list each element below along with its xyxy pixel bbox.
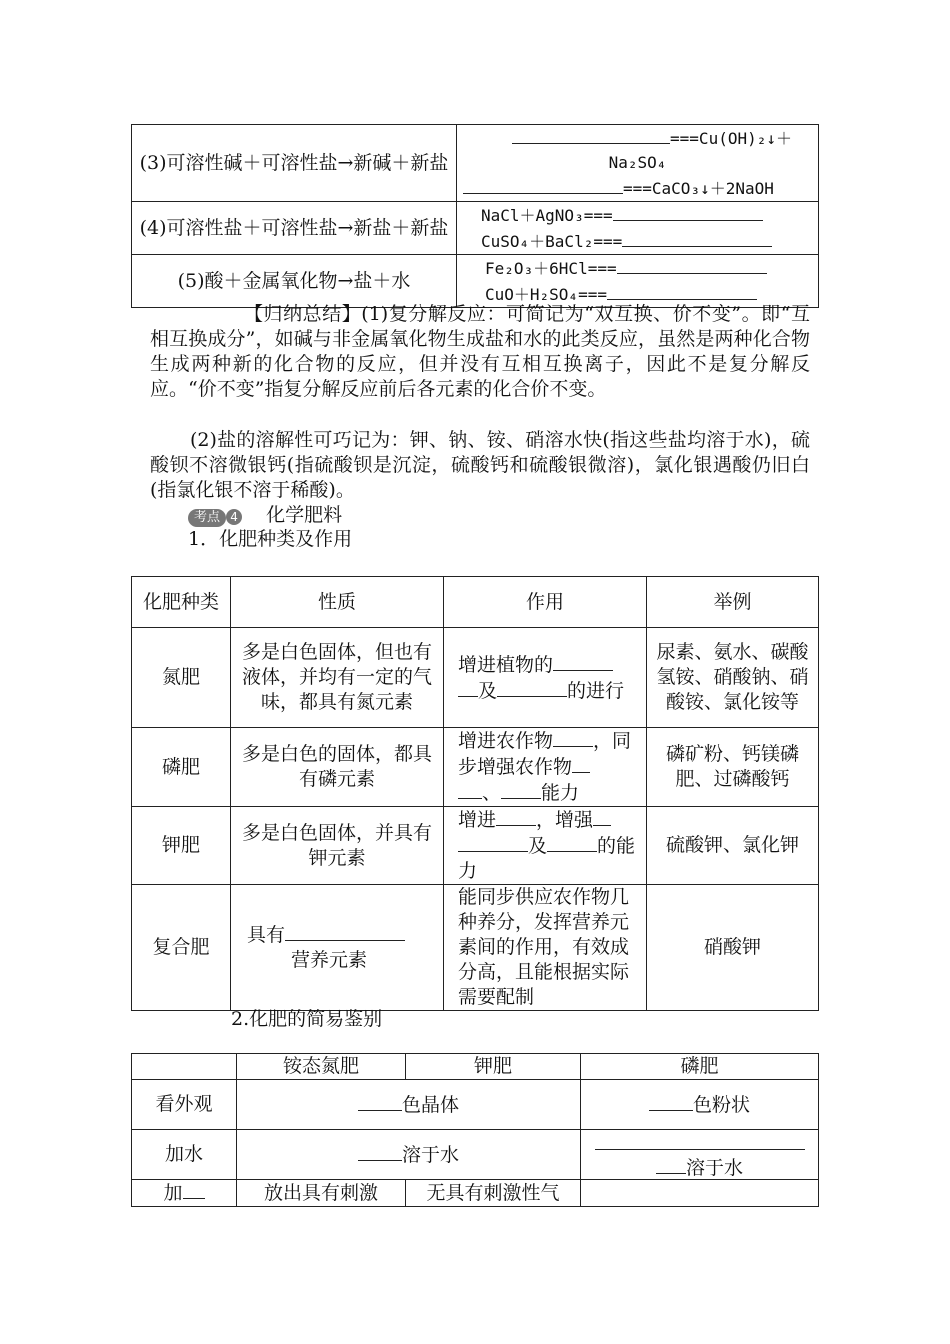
row-potash-example: 硫酸钾、氯化钾 [647, 807, 819, 885]
id-row-add-c1: 放出具有刺激 [237, 1180, 406, 1207]
row-phosphate-use: 增进农作物 ，同步增强农作物 、 能力 [444, 728, 647, 807]
id-row-add-name: 加 [132, 1180, 237, 1207]
header-property: 性质 [231, 577, 444, 628]
header-example: 举例 [647, 577, 819, 628]
row-nitrogen-name: 氮肥 [132, 628, 231, 728]
row-nitrogen-use: 增进植物的 及 的进行 [444, 628, 647, 728]
reaction-type-4: (4)可溶性盐＋可溶性盐→新盐＋新盐 [132, 202, 457, 255]
subheading-1: 1．化肥种类及作用 [188, 528, 353, 550]
summary-paragraph-2: (2)盐的溶解性可巧记为：钾、钠、铵、硝溶水快(指这些盐均溶于水)，硫酸钡不溶微银钙(指硫酸钡是沉淀，硫酸钙和硫酸银微溶)，氯化银遇酸仍旧白(指氯化银不溶于稀酸)。 [150, 429, 810, 501]
row-nitrogen-example: 尿素、氨水、碳酸氢铵、硝酸钠、硝酸铵、氯化铵等 [647, 628, 819, 728]
id-row-add-c3 [581, 1180, 819, 1207]
reaction-table [131, 124, 819, 308]
id-header-potash: 钾肥 [406, 1054, 581, 1080]
row-compound-prop: 具有 营养元素 [231, 885, 444, 1011]
row-compound-use: 能同步供应农作物几种养分，发挥营养元素间的作用，有效成分高，且能根据实际需要配制 [444, 885, 647, 1011]
row-phosphate-example: 磷矿粉、钙镁磷肥、过磷酸钙 [647, 728, 819, 807]
id-row-water-mid: 溶于水 [237, 1130, 581, 1180]
id-row-water-right: 溶于水 [581, 1130, 819, 1180]
subheading-2: 2.化肥的简易鉴别 [231, 1008, 383, 1030]
row-compound-example: 硝酸钾 [647, 885, 819, 1011]
section-heading [188, 502, 342, 528]
reaction-type-3: (3)可溶性碱＋可溶性盐→新碱＋新盐 [132, 125, 457, 202]
id-header-phosphate: 磷肥 [581, 1054, 819, 1080]
row-potash-use: 增进 ，增强 及 的能力 [444, 807, 647, 885]
reaction-type-5: (5)酸＋金属氧化物→盐＋水 [132, 255, 457, 308]
summary-paragraph-1: 【归纳总结】(1)复分解反应：可简记为“双互换、价不变”。即“互相互换成分”，如碱与非金属氧化物生成盐和水的此类反应，虽然是两种化合物生成两种新的化合物的反应，但并没有互相互换离子，因此不是复分解反应。“价不变”指复分解反应前后各元素的化合价不变。 [150, 303, 810, 400]
reaction-eq-4: NaCl＋AgNO₃=== CuSO₄＋BaCl₂=== [457, 202, 819, 255]
row-potash-name: 钾肥 [132, 807, 231, 885]
reaction-eq-5: Fe₂O₃＋6HCl=== CuO＋H₂SO₄=== [457, 255, 819, 308]
id-row-add-c2: 无具有刺激性气 [406, 1180, 581, 1207]
row-nitrogen-prop: 多是白色固体，但也有液体，并均有一定的气味，都具有氮元素 [231, 628, 444, 728]
fertilizer-table [131, 576, 819, 1011]
reaction-eq-3: ===Cu(OH)₂↓＋ Na₂SO₄ ===CaCO₃↓＋2NaOH [457, 125, 819, 202]
id-header-blank [132, 1054, 237, 1080]
row-phosphate-name: 磷肥 [132, 728, 231, 807]
id-row-look-name: 看外观 [132, 1080, 237, 1130]
identification-table [131, 1053, 819, 1207]
row-potash-prop: 多是白色固体，并具有钾元素 [231, 807, 444, 885]
id-row-water-name: 加水 [132, 1130, 237, 1180]
section-number: 4 [226, 509, 242, 525]
header-type: 化肥种类 [132, 577, 231, 628]
id-row-look-right: 色粉状 [581, 1080, 819, 1130]
id-header-ammonium: 铵态氮肥 [237, 1054, 406, 1080]
section-title: 化学肥料 [266, 504, 343, 526]
section-badge: 考点 [188, 509, 226, 527]
header-use: 作用 [444, 577, 647, 628]
id-row-look-mid: 色晶体 [237, 1080, 581, 1130]
row-phosphate-prop: 多是白色的固体，都具有磷元素 [231, 728, 444, 807]
row-compound-name: 复合肥 [132, 885, 231, 1011]
